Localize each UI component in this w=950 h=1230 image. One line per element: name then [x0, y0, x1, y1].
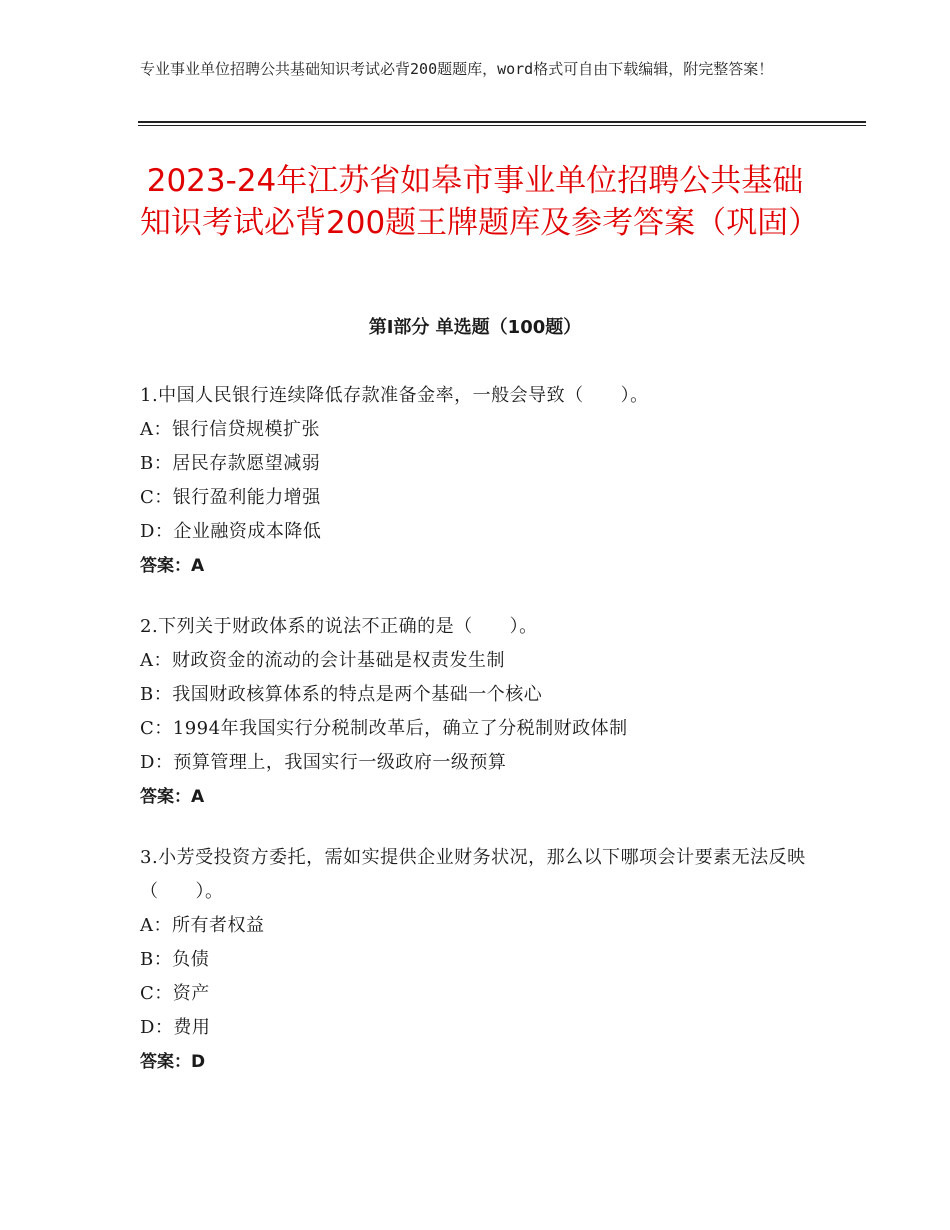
header-note: 专业事业单位招聘公共基础知识考试必背200题题库，word格式可自由下载编辑，附完整答案！	[140, 60, 774, 78]
document-title: 2023-24年江苏省如皋市事业单位招聘公共基础知识考试必背200题王牌题库及参考答案（巩固）	[140, 163, 820, 241]
question-stem: 2.下列关于财政体系的说法不正确的是（ ）。	[140, 616, 538, 637]
question-3	[140, 841, 820, 1079]
option-a: A：所有者权益	[140, 915, 265, 936]
answer-line: 答案：D	[140, 1052, 206, 1072]
option-c: C：1994年我国实行分税制改革后，确立了分税制财政体制	[140, 718, 628, 739]
option-c: C：资产	[140, 983, 210, 1004]
option-b: B：居民存款愿望减弱	[140, 453, 321, 474]
option-d: D：企业融资成本降低	[140, 521, 322, 542]
option-d: D：费用	[140, 1017, 211, 1038]
option-a: A：银行信贷规模扩张	[140, 419, 320, 440]
option-d: D：预算管理上，我国实行一级政府一级预算	[140, 752, 507, 773]
question-stem: 1.中国人民银行连续降低存款准备金率，一般会导致（ ）。	[140, 385, 649, 406]
answer-line: 答案：A	[140, 787, 205, 807]
question-stem: 3.小芳受投资方委托，需如实提供企业财务状况，那么以下哪项会计要素无法反映（ ）。	[140, 847, 806, 902]
option-b: B：负债	[140, 949, 210, 970]
answer-line: 答案：A	[140, 556, 205, 576]
question-list	[140, 379, 820, 1106]
question-1	[140, 379, 820, 583]
option-a: A：财政资金的流动的会计基础是权责发生制	[140, 650, 505, 671]
section-heading: 第Ⅰ部分 单选题（100题）	[368, 317, 582, 338]
question-2	[140, 610, 820, 814]
option-b: B：我国财政核算体系的特点是两个基础一个核心	[140, 684, 543, 705]
option-c: C：银行盈利能力增强	[140, 487, 321, 508]
header-divider-thin	[138, 125, 866, 126]
header-divider-thick	[138, 121, 866, 123]
